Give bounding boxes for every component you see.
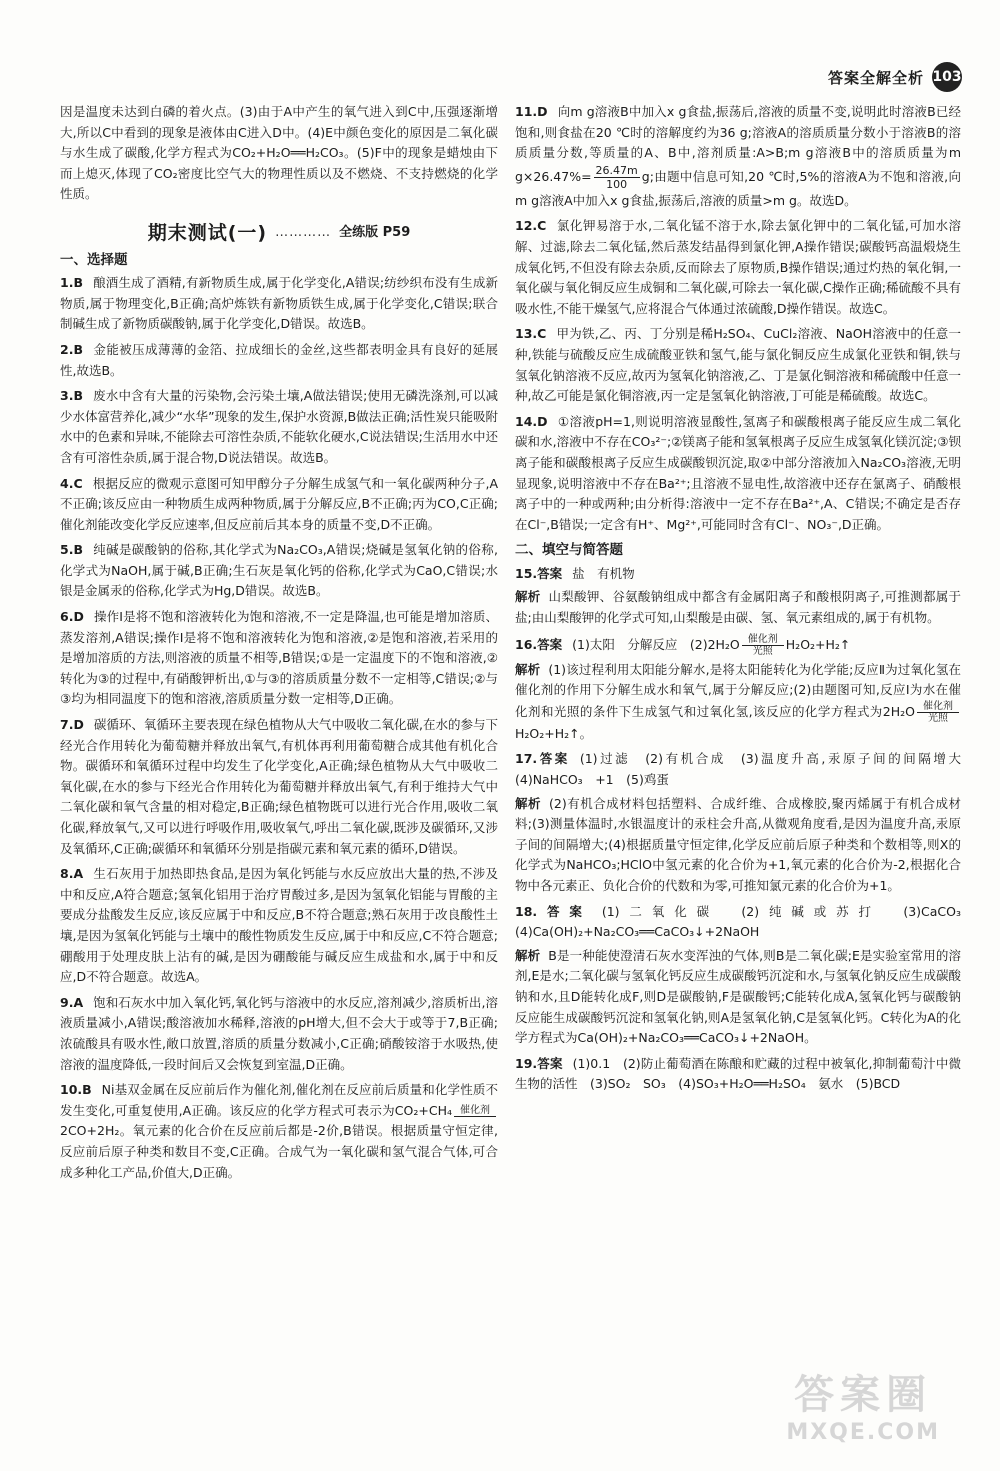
answer-text: 2CO+2H₂。氧元素的化合价在反应前后都是-2价,B错误。根据质量守恒定律,反应前后原子种类和数目不变,C正确。合成气为一氧化碳和氢气混合气体,可合成多种化工产品,价值大,D正确。 (60, 1123, 498, 1180)
answer-item (60, 540, 498, 602)
answer-item (515, 902, 974, 1049)
answer-text: 废水中含有大量的污染物,会污染土壤,A做法错误;使用无磷洗涤剂,可以减少水体富营养化,减少“水华”现象的发生,保护水资源,B做法正确;活性炭只能吸附水中的色素和异味,不能除去可溶性杂质,不能软化硬水,C说法错误;生活用水中还含有可溶性杂质,属于混合物,D说法错误。故选B。 (60, 388, 498, 465)
answer-item (60, 1080, 498, 1183)
answer-text: 向m g溶液B中加入x g食盐,振荡后,溶液的质量不变,说明此时溶液B已经饱和,则食盐在20 ℃时的溶解度约为36 g;溶液A的溶质质量分数小于溶液B的溶质质量分数,等质量的A、B中,溶剂质量:A>B;m g溶液B中的溶质质量为m g×26.47%= (515, 104, 961, 184)
answer-text: 碳循环、氧循环主要表现在绿色植物从大气中吸收二氧化碳,在水的参与下经光合作用转化为葡萄糖并释放出氧气,有机体再利用葡萄糖合成其他有机化合物。碳循环和氧循环过程中均发生了化学变化,A正确;绿色植物从大气中吸收二氧化碳,在水的参与下经光合作用转化为葡萄糖并释放出氧气,有利于维持大气中二氧化碳和氧气含量的相对稳定,B正确;绿色植物既可以进行光合作用,吸收二氧化碳,释放氧气,又可以进行呼吸作用,吸收氧气,呼出二氧化碳,既涉及碳循环,又涉及氧循环,C正确;碳循环和氧循环分别是指碳元素和氧元素的循环,D错误。 (60, 717, 498, 856)
reaction-condition (917, 701, 959, 724)
answer-number: 15.答案 (515, 565, 563, 581)
header-title: 答案全解全析 (827, 68, 924, 87)
answer-item (60, 340, 498, 381)
answer-item (60, 273, 498, 335)
answer-text: (1)二氧化碳 (2)纯碱或苏打 (3)CaCO₃ (4)Ca(OH)₂+Na₂CO₃══CaCO₃↓+2NaOH (515, 903, 974, 940)
explanation-text: B是一种能使澄清石灰水变浑浊的气体,则B是二氧化碳;E是实验室常用的溶剂,E是水;二氧化碳与氢氧化钙反应生成碳酸钙沉淀和水,与氢氧化钠反应生成碳酸钠和水,且D能转化成F,则D是碳酸钠,F是碳酸钙;C能转化成A,氢氧化钙与碳酸钠反应能生成碳酸钙沉淀和氢氧化钠,则A是氢氧化钠,C是氢氧化钙。C转化为A的化学方程式为Ca(OH)₂+Na₂CO₃══CaCO₃↓+2NaOH。 (515, 947, 961, 1046)
exam-title-dots: ………… (275, 224, 332, 240)
answer-item (515, 324, 961, 406)
answer-text: (1)太阳 分解反应 (2)2H₂O (572, 636, 740, 652)
explanation-label: 解析 (515, 795, 541, 811)
answer-item (60, 607, 498, 710)
answer-number: 2.B (60, 341, 83, 357)
explanation-label: 解析 (515, 661, 541, 677)
answer-text: 生石灰用于加热即热食品,是因为氧化钙能与水反应放出大量的热,不涉及中和反应,A符合题意;氢氧化铝用于治疗胃酸过多,是因为氢氧化铝能与胃酸的主要成分盐酸发生反应,该反应属于中和反应,B不符合题意;熟石灰用于改良酸性土壤,是因为氢氧化钙能与土壤中的酸性物质发生反应,属于中和反应,C不符合题意;硼酸用于处理皮肤上沾有的碱,是因为硼酸能与碱反应生成盐和水,属于中和反应,D不符合题意。故选A。 (60, 866, 498, 985)
answer-number: 9.A (60, 994, 84, 1010)
answer-text: ①溶液pH=1,则说明溶液显酸性,氢离子和碳酸根离子能反应生成二氧化碳和水,溶液中不存在CO₃²⁻;②镁离子能和氢氧根离子反应生成氢氧化镁沉淀;③钡离子能和碳酸根离子反应生成碳酸钡沉淀,取②中部分溶液加入Na₂CO₃溶液,无明显现象,说明溶液中不存在Ba²⁺;且溶液不显电性,故溶液中还存在氯离子、硝酸根离子中的一种或两种;由分析得:溶液中一定不存在Ba²⁺,A、C错误;不确定是否存在Cl⁻,B错误;一定含有H⁺、Mg²⁺,可能同时含有Cl⁻、NO₃⁻,D正确。 (515, 413, 961, 532)
answer-number: 6.D (60, 609, 84, 625)
answer-item (515, 634, 961, 745)
section-heading: 一、选择题 (60, 251, 128, 268)
explanation-line (515, 587, 961, 628)
answer-line (515, 634, 961, 657)
condition-top: 催化剂 (917, 701, 959, 713)
answer-number: 1.B (60, 275, 83, 291)
exam-title: 期末测试(一) (147, 221, 268, 244)
answer-text: (1)过滤 (2)有机合成 (3)温度升高,汞原子间的间隔增大 (4)NaHCO₃ +1 (5)鸡蛋 (515, 751, 974, 788)
answer-list (515, 216, 961, 535)
answer-line (515, 564, 961, 585)
answer-item (60, 864, 498, 988)
answer-text: 根据反应的微观示意图可知甲醇分子分解生成氢气和一氧化碳两种分子,A不正确;该反应由一种物质生成两种物质,属于分解反应,B不正确;丙为CO,C正确;催化剂能改变化学反应速率,但反应前后其本身的质量不变,D不正确。 (60, 475, 498, 532)
answer-number: 16.答案 (515, 636, 563, 652)
section-heading: 二、填空与简答题 (515, 542, 623, 559)
answer-number: 14.D (515, 413, 548, 429)
explanation-text: H₂O₂+H₂↑。 (515, 725, 593, 741)
answer-number: 4.C (60, 475, 83, 491)
answer-item (60, 993, 498, 1075)
answer-number: 13.C (515, 326, 547, 342)
answer-text: 纯碱是碳酸钠的俗称,其化学式为Na₂CO₃,A错误;烧碱是氢氧化钠的俗称,化学式为NaOH,属于碱,B正确;生石灰是氧化钙的俗称,化学式为CaO,C错误;水银是金属汞的俗称,化学式为Hg,D错误。故选B。 (60, 542, 498, 599)
answer-list (515, 564, 961, 629)
answer-line (515, 902, 974, 943)
explanation-text: 山梨酸钾、谷氨酸钠组成中都含有金属阳离子和酸根阴离子,可推测都属于盐;由山梨酸钾的化学式可知,山梨酸是由碳、氢、氧元素组成的,属于有机物。 (515, 589, 961, 626)
answer-number: 10.B (60, 1082, 92, 1098)
right-column (515, 102, 974, 1100)
answer-text: 金能被压成薄薄的金箔、拉成细长的金丝,这些都表明金具有良好的延展性,故选B。 (60, 341, 498, 378)
answer-text: (1)0.1 (2)防止葡萄酒在陈酿和贮藏的过程中被氧化,抑制葡萄汁中微生物的活性 (3)SO₂ SO₃ (4)SO₃+H₂O══H₂SO₄ 氨水 (5)BCD (515, 1055, 961, 1092)
answer-number: 12.C (515, 218, 547, 234)
answer-item (60, 386, 498, 468)
answer-number: 18.答案 (515, 903, 592, 919)
explanation-text: (1)该过程利用太阳能分解水,是将太阳能转化为化学能;反应Ⅱ为过氧化氢在催化剂的作用下分解生成水和氧气,属于分解反应;(2)由题图可知,反应Ⅰ为水在催化剂和光照的条件下生成氢气和过氧化氢,该反应的化学方程式为2H₂O (515, 661, 961, 719)
answer-text: 饱和石灰水中加入氧化钙,氧化钙与溶液中的水反应,溶剂减少,溶质析出,溶液质量减小,A错误;酸溶液加水稀释,溶液的pH增大,但不会大于或等于7,B正确;浓硫酸具有吸水性,敞口放置,溶质的质量分数减小,C正确;硝酸铵溶于水吸热,使溶液的温度降低,一段时间后又会恢复到室温,D正确。 (60, 994, 498, 1072)
fraction (594, 164, 640, 191)
explanation-label: 解析 (515, 947, 541, 963)
answer-text: 氯化钾易溶于水,二氧化锰不溶于水,除去氯化钾中的二氧化锰,可加水溶解、过滤,除去二氧化锰,然后蒸发结晶得到氯化钾,A操作错误;碳酸钙高温煅烧生成氧化钙,不但没有除去杂质,反而除去了原物质,B操作错误;通过灼热的氧化铜,一氧化碳与氧化铜反应生成铜和二氧化碳,可除去一氧化碳,C操作正确;稀硫酸不具有吸水性,不能干燥氢气,应将混合气体通过浓硫酸,D操作错误。故选C。 (515, 218, 961, 316)
answer-number: 5.B (60, 542, 83, 558)
answer-text: 酿酒生成了酒精,有新物质生成,属于化学变化,A错误;纺纱织布没有生成新物质,属于物理变化,B正确;高炉炼铁有新物质铁生成,属于化学变化,C错误;联合制碱生成了新物质碳酸钠,属于化学变化,D错误。故选B。 (60, 275, 498, 332)
answer-text: 甲为铁,乙、丙、丁分别是稀H₂SO₄、CuCl₂溶液、NaOH溶液中的任意一种,铁能与硫酸反应生成硫酸亚铁和氢气,能与氯化铜反应生成氯化亚铁和铜,铁与氢氧化钠溶液不反应,故丙为氢氧化钠溶液,乙、丁是氯化铜溶液和稀硫酸中任意一种,故乙可能是氯化铜溶液,丙一定是氢氧化钠溶液,丁可能是稀硫酸。故选C。 (515, 326, 961, 404)
page-number: 103 (932, 62, 962, 92)
explanation-line (515, 660, 961, 745)
explanation-text: (2)有机合成材料包括塑料、合成纤维、合成橡胶,聚丙烯属于有机合成材料;(3)测量体温时,水银温度计的汞柱会升高,从微观角度看,是因为温度升高,汞原子间的间隔增大;(4)根据质量守恒定律,化学反应前后原子种类和个数相等,则X的化学式为NaHCO₃;HClO中氢元素的化合价为+1,氧元素的化合价为-2,根据化合物中各元素正、负化合价的代数和为零,可推知氯元素的化合价为+1。 (515, 795, 961, 893)
watermark (786, 1363, 940, 1445)
answer-text: g;由题中信息可知,20 ℃时,5%的溶液A为不饱和溶液,向m g溶液A中加入x g食盐,振荡后,溶液的质量>m g。故选D。 (515, 168, 961, 208)
answer-line (515, 749, 974, 790)
reaction-condition (454, 1105, 496, 1117)
answer-item (515, 564, 961, 629)
answer-text: 操作Ⅰ是将不饱和溶液转化为饱和溶液,不一定是降温,也可能是增加溶质、蒸发溶剂,A错误;操作Ⅰ是将不饱和溶液转化为饱和溶液,②是饱和溶液,若采用的是增加溶质的方法,则溶液的质量不相等,B错误;①是一定温度下的不饱和溶液,②转化为③的过程中,有硝酸钾析出,①与③的溶质质量分数不一定相等,C错误;②与③均为相同温度下的饱和溶液,溶质质量分数一定相等,D正确。 (60, 609, 498, 707)
explanation-line (515, 794, 961, 897)
answer-list (515, 749, 974, 1095)
fraction-numerator: 26.47m (595, 163, 638, 177)
answer-list (60, 273, 498, 1075)
answer-number: 11.D (515, 104, 548, 119)
exam-title-row (60, 223, 498, 244)
condition-bottom: 光照 (928, 712, 948, 724)
answer-line (515, 1054, 961, 1095)
explanation-label: 解析 (515, 589, 541, 605)
answer-item (60, 474, 498, 536)
answer-text: H₂O₂+H₂↑ (785, 636, 851, 652)
fraction-denominator: 100 (606, 177, 628, 191)
explanation-line (515, 946, 961, 1049)
exam-page-ref: 全练版 P59 (339, 224, 411, 240)
answer-item (515, 1054, 961, 1095)
answer-item (60, 715, 498, 859)
condition-top: 催化剂 (454, 1105, 496, 1117)
answer-text: 盐 有机物 (572, 565, 635, 581)
answer-item (515, 749, 974, 896)
answer-number: 7.D (60, 717, 84, 733)
reaction-condition (742, 634, 784, 657)
condition-top: 催化剂 (742, 634, 784, 646)
condition-bottom: 光照 (752, 645, 773, 657)
answer-text: Ni基双金属在反应前后作为催化剂,催化剂在反应前后质量和化学性质不发生变化,可重复使用,A正确。该反应的化学方程式可表示为CO₂+CH₄ (60, 1082, 498, 1118)
left-column (60, 102, 498, 1188)
answer-number: 3.B (60, 388, 83, 404)
answer-item (515, 102, 961, 211)
answer-item (515, 412, 961, 536)
answer-item (515, 216, 961, 319)
answer-number: 17.答案 (515, 751, 570, 767)
watermark-logo-text: 答案圈 (794, 1372, 933, 1418)
page-header (828, 62, 962, 92)
answer-number: 8.A (60, 866, 84, 882)
watermark-url: MXQE.COM (786, 1420, 940, 1445)
intro-paragraph: 因是温度未达到白磷的着火点。(3)由于A中产生的氧气进入到C中,压强逐渐增大,所以C中看到的现象是液体由C进入D中。(4)E中颜色变化的原因是二氧化碳与水生成了碳酸,化学方程式为CO₂+H₂O══H₂CO₃。(5)F中的现象是蜡烛由下而上熄灭,体现了CO₂密度比空气大的物理性质以及不燃烧、不支持燃烧的化学性质。 (60, 104, 498, 202)
answer-number: 19.答案 (515, 1055, 563, 1071)
